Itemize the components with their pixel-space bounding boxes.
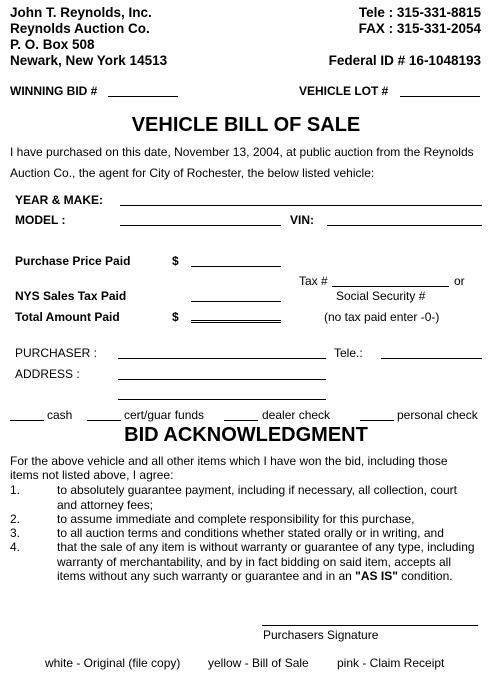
item-4-line-3 (57, 569, 487, 584)
federal-id: Federal ID # 16-1048193 (328, 53, 481, 68)
purchaser-tele-field[interactable] (381, 358, 482, 359)
address-field-line-1[interactable] (118, 379, 326, 380)
acknowledgment-item-1 (57, 483, 487, 512)
acknowledgment-item-2 (57, 512, 487, 527)
dollar-sign-purchase: $ (172, 254, 179, 268)
address-label: ADDRESS : (15, 367, 80, 381)
personal-check-label: personal check (397, 408, 478, 422)
item-3-line-1: to all auction terms and conditions whether stated orally or in writing, and (57, 526, 444, 540)
purchase-price-field[interactable] (191, 266, 281, 267)
item-number-4: 4. (10, 540, 21, 554)
fax-number: FAX : 315-331-2054 (358, 21, 481, 36)
company-name: John T. Reynolds, Inc. (10, 5, 152, 20)
winning-bid-field[interactable] (108, 96, 178, 97)
tele-number: Tele : 315-331-8815 (358, 5, 481, 20)
model-label: MODEL : (15, 213, 66, 227)
item-number-3: 3. (10, 526, 21, 540)
item-4-line-1: that the sale of any item is without warranty or guarantee of any type, including (57, 540, 475, 554)
intro-line-2: Auction Co., the agent for City of Rochester, the below listed vehicle: (10, 166, 375, 180)
year-make-label: YEAR & MAKE: (15, 193, 104, 207)
sales-tax-label: NYS Sales Tax Paid (15, 289, 127, 303)
purchaser-tele-label: Tele.: (334, 346, 363, 360)
dealer-check-checkbox-line[interactable] (224, 420, 258, 421)
purchase-price-label: Purchase Price Paid (15, 254, 131, 268)
cash-checkbox-line[interactable] (10, 420, 44, 421)
auction-name: Reynolds Auction Co. (10, 21, 150, 36)
dollar-sign-total: $ (172, 310, 179, 324)
year-make-field[interactable] (120, 205, 482, 206)
model-field[interactable] (120, 225, 281, 226)
footer-yellow-copy: yellow - Bill of Sale (208, 656, 309, 670)
total-amount-field[interactable] (191, 320, 281, 323)
vehicle-lot-label: VEHICLE LOT # (299, 84, 389, 98)
cert-guar-label: cert/guar funds (124, 408, 205, 422)
cert-guar-checkbox-line[interactable] (87, 420, 121, 421)
tax-number-field[interactable] (332, 286, 449, 287)
vin-field[interactable] (327, 225, 482, 226)
vehicle-lot-field[interactable] (400, 96, 480, 97)
item-4-line-2: warranty of merchantability, and by in fact bidding on said item, accepts all (57, 554, 451, 569)
intro-line-1: I have purchased on this date, November 13, 2004, at public auction from the Reynolds (10, 145, 474, 159)
no-tax-note: (no tax paid enter -0-) (324, 310, 440, 324)
dealer-check-label: dealer check (262, 408, 331, 422)
city-state-zip: Newark, New York 14513 (10, 53, 168, 68)
item-number-2: 2. (10, 512, 21, 526)
po-box: P. O. Box 508 (10, 37, 95, 52)
footer-white-copy: white - Original (file copy) (45, 656, 181, 670)
personal-check-checkbox-line[interactable] (360, 420, 394, 421)
tax-number-label: Tax # (299, 274, 328, 288)
item-1-line-1: to absolutely guarantee payment, including if necessary, all collection, court (57, 483, 458, 497)
sales-tax-field[interactable] (191, 301, 281, 302)
vin-label: VIN: (290, 213, 314, 227)
purchaser-field[interactable] (118, 358, 326, 359)
acknowledgment-item-3 (57, 526, 487, 541)
acknowledgment-intro-2: items not listed above, I agree: (10, 468, 174, 482)
address-field-line-2[interactable] (118, 399, 326, 400)
item-2-line-1: to assume immediate and complete responsibility for this purchase, (57, 512, 415, 526)
item-1-line-2: and attorney fees; (57, 497, 154, 512)
purchaser-label: PURCHASER : (15, 346, 98, 360)
signature-field[interactable] (262, 625, 478, 626)
social-security-label: Social Security # (336, 289, 426, 303)
item-4-line-3-start: items without any such warranty or guarantee and in an (57, 569, 356, 583)
winning-bid-label: WINNING BID # (10, 84, 98, 98)
acknowledgment-title: BID ACKNOWLEDGMENT (124, 424, 368, 446)
acknowledgment-item-4 (57, 540, 487, 584)
document-title: VEHICLE BILL OF SALE (131, 114, 361, 136)
or-label: or (454, 274, 465, 288)
signature-label: Purchasers Signature (263, 628, 379, 642)
footer-pink-copy: pink - Claim Receipt (337, 656, 445, 670)
total-amount-label: Total Amount Paid (15, 310, 120, 324)
item-number-1: 1. (10, 483, 21, 497)
acknowledgment-intro-1: For the above vehicle and all other items which I have won the bid, including those (10, 454, 448, 468)
as-is-emphasis: "AS IS" (355, 569, 398, 583)
item-4-line-3-end: condition. (397, 569, 453, 583)
cash-label: cash (47, 408, 73, 422)
